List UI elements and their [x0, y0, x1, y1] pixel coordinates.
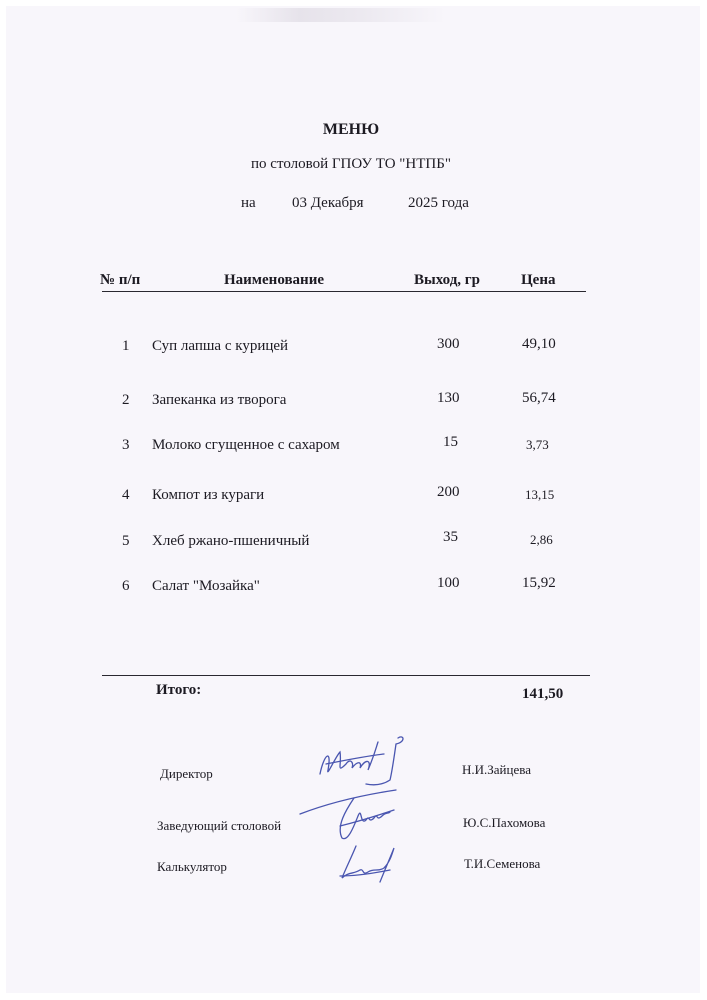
row-price: 49,10	[522, 336, 556, 352]
row-dish-name: Компот из кураги	[152, 487, 265, 503]
row-weight: 35	[443, 529, 458, 545]
scan-artifact	[236, 8, 446, 22]
signature-role: Заведующий столовой	[157, 818, 282, 833]
column-header-number: № п/п	[100, 272, 141, 288]
row-dish-name: Молоко сгущенное с сахаром	[152, 437, 340, 453]
date-year: 2025 года	[408, 195, 469, 211]
signature-name: Т.И.Семенова	[464, 856, 541, 871]
row-price: 3,73	[526, 437, 549, 452]
row-price: 2,86	[530, 532, 553, 547]
row-dish-name: Запеканка из творога	[152, 392, 287, 408]
menu-document-page	[6, 6, 700, 993]
row-number: 1	[122, 338, 130, 354]
header-divider	[102, 291, 586, 292]
row-price: 13,15	[525, 487, 555, 502]
document-title: МЕНЮ	[322, 121, 380, 138]
calculator-signature-mark	[334, 842, 404, 886]
total-value: 141,50	[522, 686, 564, 702]
row-weight: 15	[443, 434, 458, 450]
row-number: 6	[122, 578, 130, 594]
signature-name: Н.И.Зайцева	[462, 762, 531, 777]
row-number: 2	[122, 392, 130, 408]
signature-name: Ю.С.Пахомова	[463, 815, 546, 830]
total-divider	[102, 675, 590, 676]
row-number: 4	[122, 487, 130, 503]
canteen-head-signature-mark	[296, 786, 416, 846]
document-subtitle: по столовой ГПОУ ТО "НТПБ"	[251, 156, 451, 172]
date-day-month: 03 Декабря	[292, 195, 364, 211]
row-dish-name: Салат "Мозайка"	[152, 578, 260, 594]
director-signature-mark	[306, 734, 416, 790]
row-number: 5	[122, 533, 130, 549]
column-header-price: Цена	[521, 272, 556, 288]
row-dish-name: Суп лапша с курицей	[152, 338, 289, 354]
row-weight: 130	[437, 390, 460, 406]
date-prefix: на	[241, 195, 256, 211]
row-weight: 100	[437, 575, 460, 591]
signature-role: Калькулятор	[157, 859, 227, 874]
row-weight: 200	[437, 484, 460, 500]
row-weight: 300	[437, 336, 460, 352]
row-number: 3	[122, 437, 130, 453]
row-price: 15,92	[522, 575, 556, 591]
column-header-name: Наименование	[224, 272, 324, 288]
row-dish-name: Хлеб ржано-пшеничный	[152, 533, 310, 549]
signature-role: Директор	[160, 766, 213, 781]
row-price: 56,74	[522, 390, 556, 406]
total-label: Итого:	[156, 682, 202, 698]
column-header-weight: Выход, гр	[414, 272, 480, 288]
